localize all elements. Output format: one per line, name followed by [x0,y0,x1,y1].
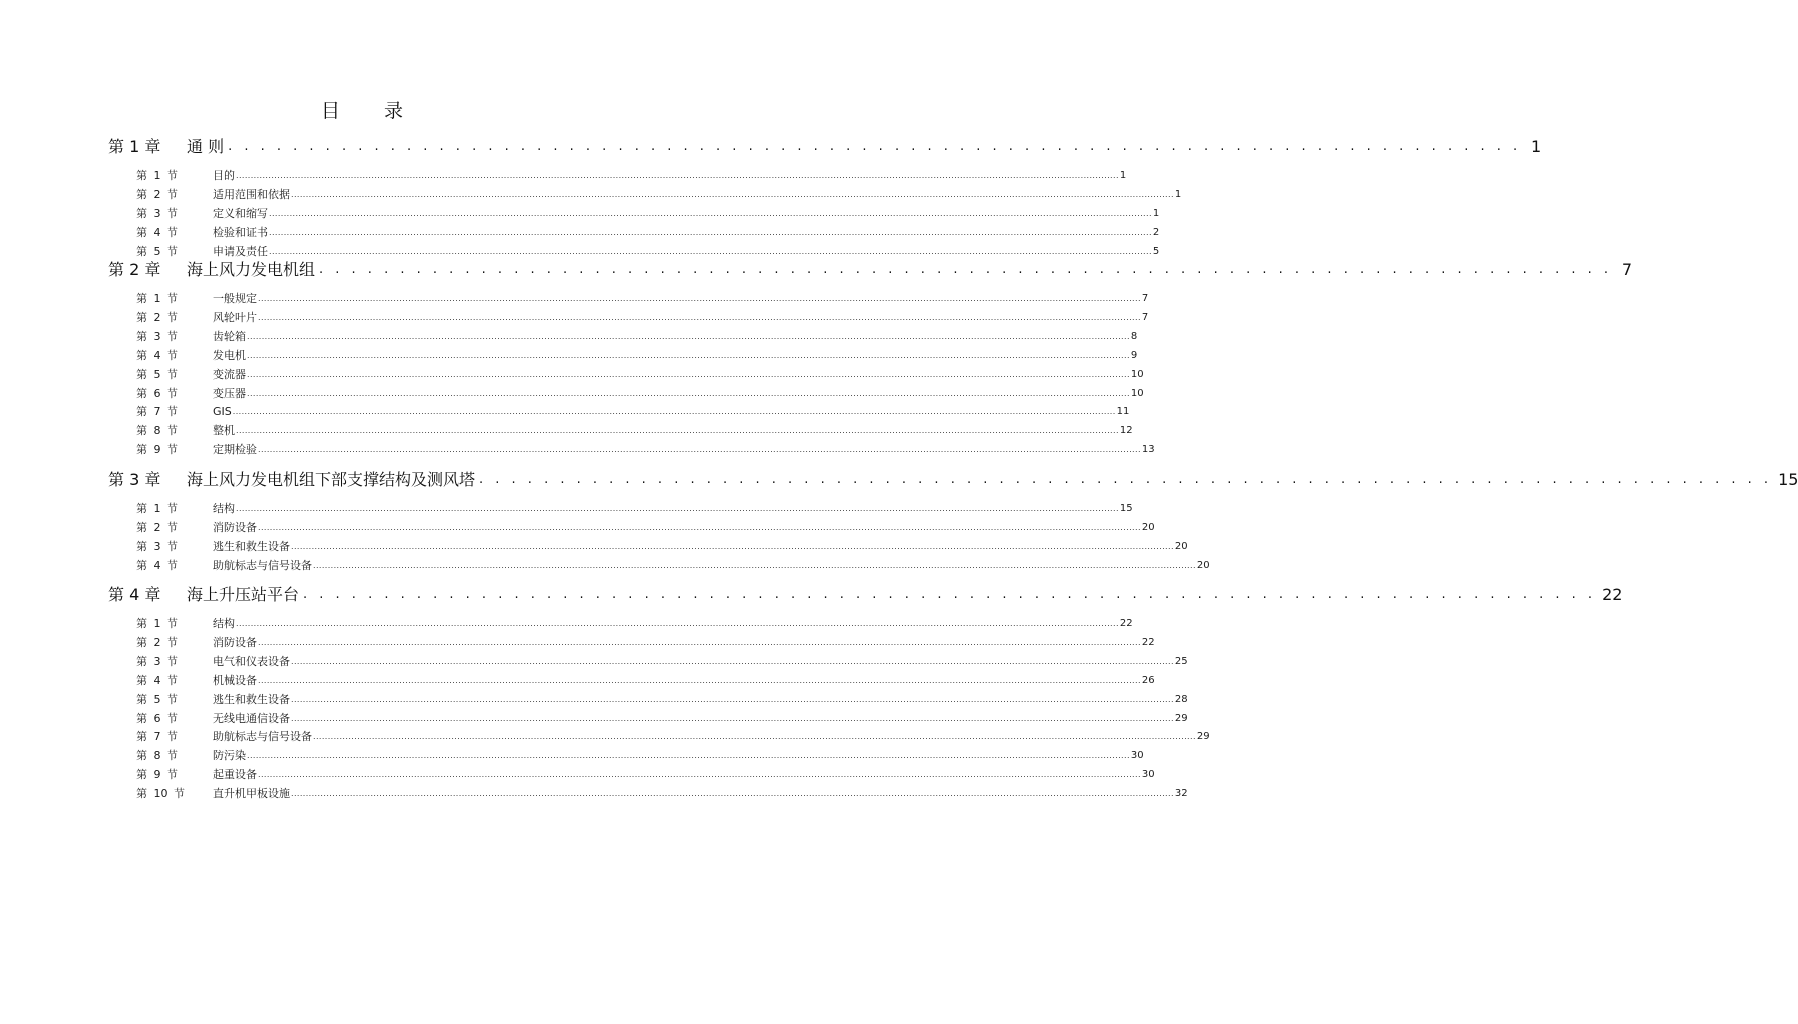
chapter-entry[interactable] [108,133,1542,157]
section-entry[interactable] [136,710,1188,726]
dot-leader: ............................................................................................................................................................................................................................................................................................................ [269,227,1152,237]
section-number: 第 9 节 [136,768,178,782]
section-title: 风轮叶片 [213,310,257,324]
section-number: 第 4 节 [136,225,178,239]
dot-leader: ............................................................................................................................................................................................................................................................................................................ [313,732,1196,742]
section-title: 结构 [213,617,235,630]
section-title: 无线电通信设备 [213,711,290,725]
dot-leader: ............................................................................................................................................................................................................................................................................................................ [236,619,1119,628]
section-entry[interactable] [136,385,1144,401]
dot-leader: ............................................................................................................................................................................................................................................................................................................ [291,713,1174,723]
chapter-entry[interactable] [108,466,1798,490]
dot-leader: ............................................................................................................................................................................................................................................................................................................ [291,789,1174,799]
section-title: 检验和证书 [213,225,268,239]
section-number: 第 8 节 [136,749,178,763]
section-title: 直升机甲板设施 [213,787,290,801]
section-title: 消防设备 [213,520,257,534]
section-number: 第 2 节 [136,187,178,201]
section-number: 第 7 节 [136,730,178,744]
section-number: 第 4 节 [136,348,178,362]
section-entry[interactable] [136,519,1155,535]
section-page: 28 [1174,693,1188,705]
dot-leader: ............................................................................................................................................................................................................................................................................................................ [291,189,1174,199]
section-entry[interactable] [136,500,1133,516]
section-number: 第 2 节 [136,310,178,324]
section-number: 第 2 节 [136,520,178,534]
section-entry[interactable] [136,403,1130,419]
chapter-page: 15 [1778,470,1798,489]
chapter-number: 第 4 章 [108,585,161,604]
section-title: 助航标志与信号设备 [213,558,312,572]
section-page: 32 [1174,788,1188,800]
section-page: 11 [1116,406,1130,418]
section-entry[interactable] [136,766,1155,782]
section-page: 9 [1130,349,1138,361]
section-number: 第 4 节 [136,673,178,687]
dot-leader: ............................................................................................................................................................................................................................................................................................................ [258,312,1141,322]
section-number: 第 5 节 [136,692,178,706]
dot-leader: ............................................................................................................................................................................................................................................................................................................ [269,208,1152,218]
section-page: 12 [1119,425,1133,437]
section-number: 第 3 节 [136,206,178,220]
section-page: 10 [1130,387,1144,399]
chapter-title: 海上风力发电机组下部支撑结构及测风塔 [187,470,476,489]
section-title: 定义和缩写 [213,206,268,220]
section-entry[interactable] [136,785,1188,801]
chapter-number: 第 2 章 [108,260,161,279]
section-number: 第 4 节 [136,558,178,572]
section-entry[interactable] [136,224,1160,240]
dot-leader: ............................................................................................................................................................................................................................................................................................................ [269,246,1152,256]
section-page: 15 [1119,503,1133,514]
dot-leader: ............................................................................................................................................................................................................................................................................................................ [313,560,1196,570]
chapter-entry[interactable] [108,256,1633,280]
section-title: 变流器 [213,367,246,381]
section-title: GIS [213,405,232,419]
section-page: 25 [1174,655,1188,667]
section-entry[interactable] [136,309,1149,325]
section-number: 第 6 节 [136,386,178,400]
section-entry[interactable] [136,728,1210,744]
section-title: 机械设备 [213,673,257,687]
section-entry[interactable] [136,557,1210,573]
section-page: 13 [1141,444,1155,456]
section-title: 消防设备 [213,635,257,649]
section-entry[interactable] [136,653,1188,669]
dot-leader: . . . . . . . . . . . . . . . . . . . . . . . . . . . . . . . . . . . . . . . . . . . . . . . . . . . . . . . . . . . . . . . . . . . . . . . . . . . . . . . . [303,587,1597,602]
section-number: 第 8 节 [136,424,178,438]
dot-leader: ............................................................................................................................................................................................................................................................................................................ [236,171,1119,180]
section-page: 5 [1152,245,1160,257]
section-entry[interactable] [136,672,1155,688]
section-entry[interactable] [136,347,1138,363]
section-title: 目的 [213,169,235,182]
section-entry[interactable] [136,328,1138,344]
section-page: 29 [1196,731,1210,743]
dot-leader: ............................................................................................................................................................................................................................................................................................................ [258,522,1141,532]
section-entry[interactable] [136,538,1188,554]
section-title: 逃生和救生设备 [213,539,290,553]
section-page: 20 [1196,559,1210,571]
section-entry[interactable] [136,615,1133,631]
section-entry[interactable] [136,167,1127,183]
dot-leader: ............................................................................................................................................................................................................................................................................................................ [236,426,1119,436]
section-entry[interactable] [136,366,1144,382]
section-number: 第 1 节 [136,292,178,305]
dot-leader: ............................................................................................................................................................................................................................................................................................................ [232,407,1116,417]
dot-leader: ............................................................................................................................................................................................................................................................................................................ [247,751,1130,761]
section-title: 适用范围和依据 [213,187,290,201]
section-page: 8 [1130,330,1138,342]
section-page: 26 [1141,674,1155,686]
section-page: 1 [1174,188,1182,200]
section-page: 30 [1130,750,1144,762]
section-title: 结构 [213,502,235,515]
section-title: 定期检验 [213,443,257,457]
section-page: 29 [1174,712,1188,724]
chapter-title: 海上风力发电机组 [187,260,316,279]
toc-title-part2: 录 [384,100,404,122]
dot-leader: ............................................................................................................................................................................................................................................................................................................ [258,445,1141,455]
section-title: 助航标志与信号设备 [213,730,312,744]
section-entry[interactable] [136,290,1149,306]
section-number: 第 2 节 [136,635,178,649]
dot-leader: ............................................................................................................................................................................................................................................................................................................ [258,294,1141,303]
section-page: 7 [1141,311,1149,323]
chapter-number: 第 1 章 [108,137,161,156]
section-number: 第 3 节 [136,654,178,668]
section-number: 第 9 节 [136,443,178,457]
chapter-title: 通 则 [187,137,225,156]
section-entry[interactable] [136,441,1155,457]
section-title: 起重设备 [213,768,257,782]
section-page: 7 [1141,293,1149,304]
dot-leader: ............................................................................................................................................................................................................................................................................................................ [291,541,1174,551]
dot-leader: . . . . . . . . . . . . . . . . . . . . . . . . . . . . . . . . . . . . . . . . . . . . . . . . . . . . . . . . . . . . . . . . . . . . . . . . . . . . . . . . [479,472,1773,487]
dot-leader: ............................................................................................................................................................................................................................................................................................................ [258,675,1141,685]
section-title: 发电机 [213,348,246,362]
section-number: 第 6 节 [136,711,178,725]
section-page: 20 [1141,521,1155,533]
section-title: 齿轮箱 [213,329,246,343]
section-page: 1 [1152,207,1160,219]
section-title: 变压器 [213,386,246,400]
section-page: 22 [1141,636,1155,648]
chapter-title: 海上升压站平台 [187,585,300,604]
section-title: 一般规定 [213,292,257,305]
chapter-number: 第 3 章 [108,470,161,489]
dot-leader: . . . . . . . . . . . . . . . . . . . . . . . . . . . . . . . . . . . . . . . . . . . . . . . . . . . . . . . . . . . . . . . . . . . . . . . . . . . . . . . . [228,139,1522,154]
dot-leader: ............................................................................................................................................................................................................................................................................................................ [247,350,1130,360]
section-number: 第 5 节 [136,244,178,258]
section-entry[interactable] [136,747,1144,763]
dot-leader: ............................................................................................................................................................................................................................................................................................................ [236,504,1119,513]
section-number: 第 1 节 [136,169,178,182]
section-number: 第 3 节 [136,329,178,343]
section-title: 逃生和救生设备 [213,692,290,706]
section-entry[interactable] [136,634,1155,650]
section-number: 第 5 节 [136,367,178,381]
section-page: 10 [1130,368,1144,380]
dot-leader: . . . . . . . . . . . . . . . . . . . . . . . . . . . . . . . . . . . . . . . . . . . . . . . . . . . . . . . . . . . . . . . . . . . . . . . . . . . . . . . . [319,262,1613,277]
section-page: 30 [1141,769,1155,781]
section-page: 20 [1174,540,1188,552]
toc-title [0,96,724,123]
section-number: 第 1 节 [136,502,178,515]
toc-title-part1: 目 [320,100,340,122]
section-entry[interactable] [136,422,1133,438]
chapter-page: 7 [1621,260,1633,279]
section-number: 第 10 节 [136,787,185,801]
section-number: 第 7 节 [136,405,178,419]
dot-leader: ............................................................................................................................................................................................................................................................................................................ [291,694,1174,704]
section-title: 申请及责任 [213,244,268,258]
section-number: 第 1 节 [136,617,178,630]
chapter-page: 22 [1602,585,1623,604]
dot-leader: ............................................................................................................................................................................................................................................................................................................ [258,637,1141,647]
section-entry[interactable] [136,205,1160,221]
section-page: 1 [1119,170,1127,181]
dot-leader: ............................................................................................................................................................................................................................................................................................................ [247,331,1130,341]
section-number: 第 3 节 [136,539,178,553]
section-page: 22 [1119,618,1133,629]
dot-leader: ............................................................................................................................................................................................................................................................................................................ [258,770,1141,780]
chapter-entry[interactable] [108,581,1623,605]
section-entry[interactable] [136,691,1188,707]
chapter-page: 1 [1530,137,1542,156]
section-title: 整机 [213,424,235,438]
dot-leader: ............................................................................................................................................................................................................................................................................................................ [247,369,1130,379]
dot-leader: ............................................................................................................................................................................................................................................................................................................ [247,388,1130,398]
section-entry[interactable] [136,186,1182,202]
section-title: 防污染 [213,749,246,763]
dot-leader: ............................................................................................................................................................................................................................................................................................................ [291,656,1174,666]
section-page: 2 [1152,226,1160,238]
section-title: 电气和仪表设备 [213,654,290,668]
